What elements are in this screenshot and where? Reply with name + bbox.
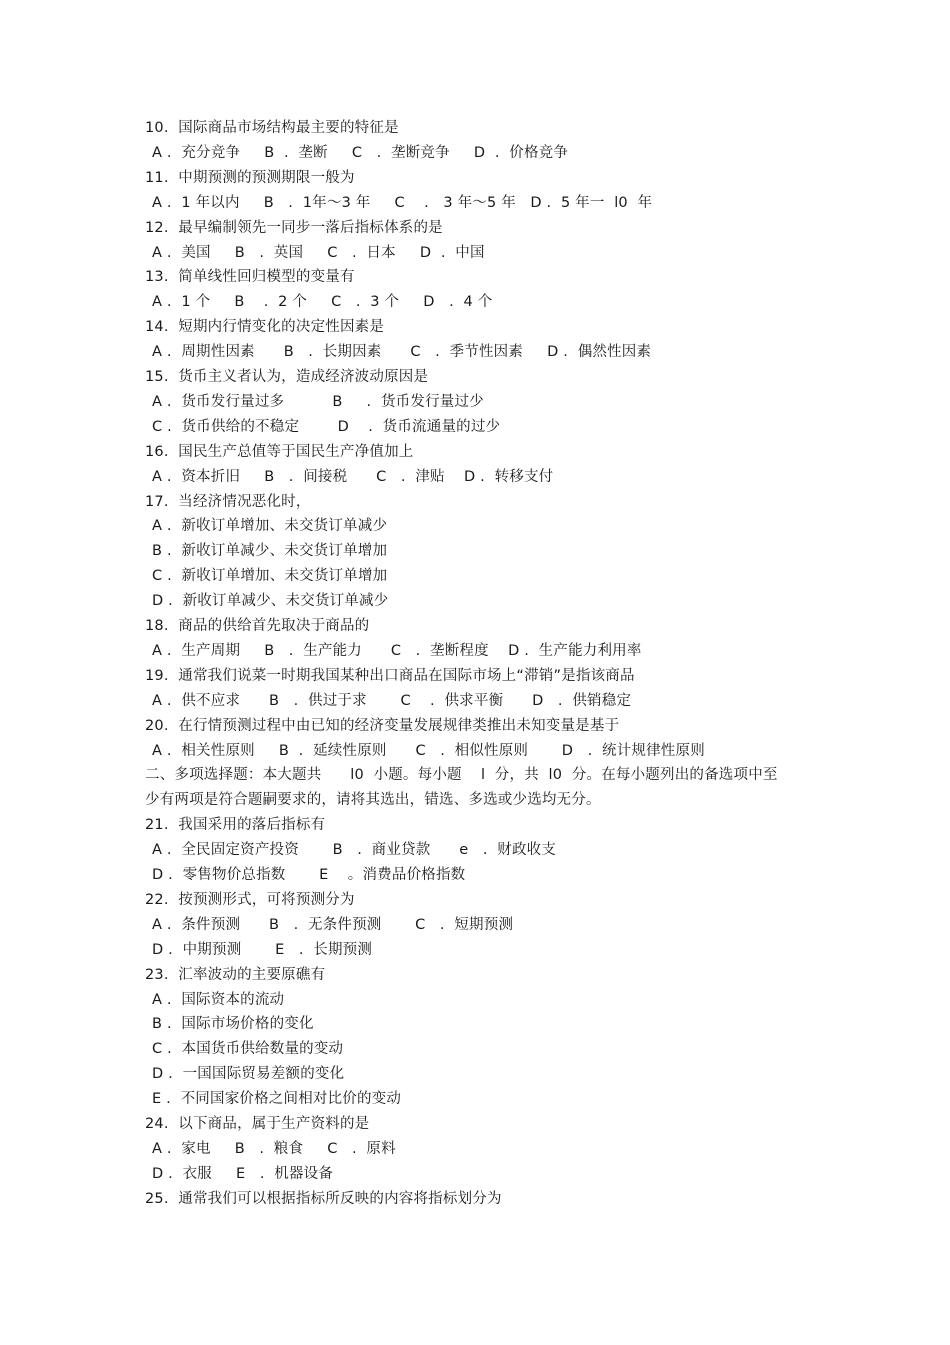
question-line: 17. 当经济情况恶化时， xyxy=(145,493,311,510)
option-line: A . 1 个 B . 2 个 C . 3 个 D . 4 个 xyxy=(152,294,493,311)
question-line: 24. 以下商品，属于生产资料的是 xyxy=(145,1116,370,1132)
question-line: 19. 通常我们说菜一时期我国某种出口商品在国际市场上“滞销”是指该商品 xyxy=(145,667,635,684)
section-text-line: 二、多项选择题：本大题共 l0 小题。每小题 l 分，共 l0 分。在每小题列出的备选项中至 xyxy=(145,767,778,784)
option-line: D . 一国国际贸易差额的变化 xyxy=(152,1066,345,1083)
question-line: 11. 中期预测的预测期限一般为 xyxy=(145,169,355,186)
question-line: 12. 最早编制领先一同步一落后指标体系的是 xyxy=(145,219,443,236)
option-line: A . 相关性原则 B . 延续性原则 C . 相似性原则 D . 统计规律性原则 xyxy=(152,742,705,759)
question-line: 25. 通常我们可以根据指标所反映的内容将指标划分为 xyxy=(145,1190,502,1207)
option-line: B . 新收订单减少、未交货订单增加 xyxy=(152,543,388,560)
option-line: A . 全民固定资产投资 B . 商业贷款 e . 财政收支 xyxy=(152,842,557,859)
option-line: C . 本国货币供给数量的变动 xyxy=(152,1041,344,1058)
option-line: A . 周期性因素 B . 长期因素 C . 季节性因素 D . 偶然性因素 xyxy=(152,344,652,361)
option-line: A . 1 年以内 B . 1年～3 年 C . 3 年～5 年 D . 5 年一 l0 年 xyxy=(152,194,653,211)
option-line: D . 衣服 E . 机器设备 xyxy=(152,1165,334,1182)
option-line: A . 供不应求 B . 供过于求 C . 供求平衡 D . 供销稳定 xyxy=(152,692,632,709)
question-line: 16. 国民生产总值等于国民生产净值加上 xyxy=(145,443,414,460)
option-line: A . 国际资本的流动 xyxy=(152,991,285,1008)
question-line: 13. 简单线性回归模型的变量有 xyxy=(145,269,355,286)
question-line: 21. 我国采用的落后指标有 xyxy=(145,817,326,834)
option-line: B . 国际市场价格的变化 xyxy=(152,1016,314,1033)
option-line: E . 不同国家价格之间相对比价的变动 xyxy=(152,1091,402,1108)
question-line: 15. 货币主义者认为，造成经济波动原因是 xyxy=(145,369,429,385)
option-line: A . 家电 B . 粮食 C . 原料 xyxy=(152,1140,396,1157)
option-line: A . 货币发行量过多 B . 货币发行量过少 xyxy=(152,393,484,410)
option-line: D . 零售物价总指数 E 。消费品价格指数 xyxy=(152,867,466,883)
question-line: 23. 汇率波动的主要原礁有 xyxy=(145,966,326,983)
option-line: D . 新收订单减少、未交货订单减少 xyxy=(152,593,389,610)
option-line: A . 资本折旧 B . 间接税 C . 津贴 D . 转移支付 xyxy=(152,468,554,485)
option-line: D . 中期预测 E . 长期预测 xyxy=(152,941,373,958)
question-line: 14. 短期内行情变化的决定性因素是 xyxy=(145,319,385,336)
question-line: 18. 商品的供给首先取决于商品的 xyxy=(145,618,370,634)
option-line: A . 美国 B . 英国 C . 日本 D . 中国 xyxy=(152,244,485,261)
question-line: 20. 在行情预测过程中由已知的经济变量发展规律类推出未知变量是基于 xyxy=(145,717,620,734)
option-line: A . 新收订单增加、未交货订单减少 xyxy=(152,518,388,535)
option-line: C . 货币供给的不稳定 D . 货币流通量的过少 xyxy=(152,418,501,435)
option-line: A . 条件预测 B . 无条件预测 C . 短期预测 xyxy=(152,916,514,933)
option-line: A . 生产周期 B . 生产能力 C . 垄断程度 D . 生产能力利用率 xyxy=(152,642,642,659)
option-line: A . 充分竞争 B . 垄断 C . 垄断竞争 D . 价格竞争 xyxy=(152,144,569,161)
option-line: C . 新收订单增加、未交货订单增加 xyxy=(152,568,388,585)
question-line: 10. 国际商品市场结构最主要的特征是 xyxy=(145,120,399,136)
section-text-line: 少有两项是符合题嗣要求的，请将其选出，错选、多选或少选均无分。 xyxy=(145,792,601,809)
question-line: 22. 按预测形式，可将预测分为 xyxy=(145,891,355,908)
